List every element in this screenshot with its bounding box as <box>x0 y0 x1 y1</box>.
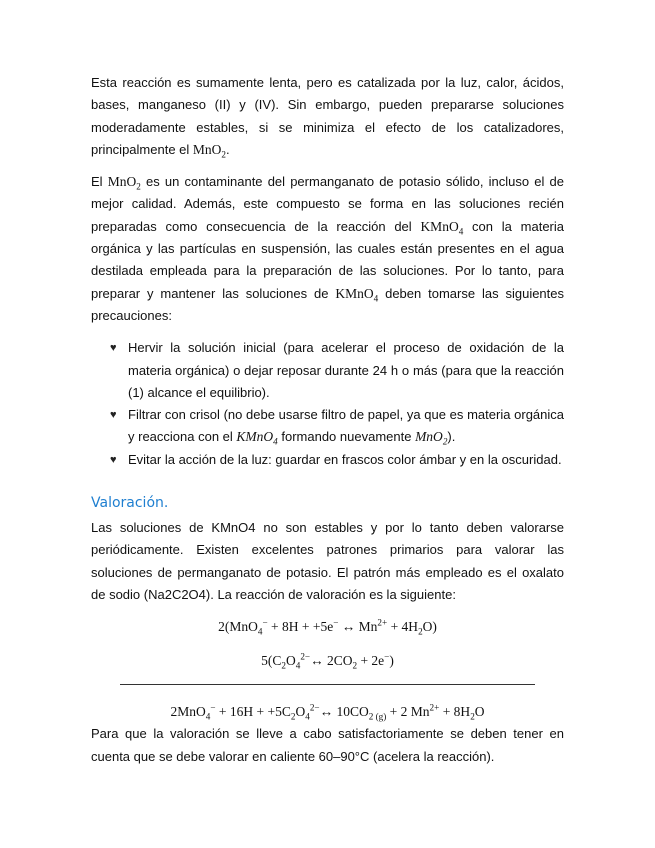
formula-kmno4: KMnO$_4$ <box>236 429 278 448</box>
formula-mno2: MnO$_2$ <box>415 429 448 448</box>
paragraph-intro: Esta reacción es sumamente lenta, pero es catalizada por la luz, calor, ácidos, bases, manganeso (II) y (IV). Sin embargo, pueden prepararse soluciones moderadamente estables, si se minimiza el efecto de los catalizadores, principalmente el MnO$_2$. <box>91 75 564 160</box>
section-heading: Valoración. <box>91 495 169 512</box>
paragraph-intro-text: Esta reacción es sumamente lenta, pero es catalizada por la luz, calor, ácidos, bases, manganeso (II) y (IV). Sin embargo, pueden prepararse soluciones moderadamente estables, si se minimiza el efecto de los catalizadores, principalmente el <box>91 75 564 157</box>
equation-overall: $2MnO_4^- + 16H + +5C_2O_4^{2-}\leftrightarrow$ $10CO_{2 (g)} + 2$ $Mn^{2+} + 8H_2O$ <box>170 702 485 722</box>
heart-bullet-icon: ♥ <box>110 342 117 355</box>
heart-bullet-icon: ♥ <box>110 409 117 422</box>
list-item: ♥ Filtrar con crisol (no debe usarse filtro de papel, ya que es materia orgánica y reacciona con el KMnO$_4$ formando nuevamente MnO$_2$). <box>91 404 564 449</box>
equation-reduction: 2(MnO$_4$− + 8H + +5e− ↔ $Mn^{2+} + 4H_2O$) <box>218 617 437 637</box>
paragraph-valoracion: Las soluciones de KMnO4 no son estables y por lo tanto deben valorarse periódicamente. Existen excelentes patrones primarios para valorar las soluciones de permanganato de potasio. El patrón más empleado es el oxalato de sodio (Na2C2O4). La reacción de valoración es la siguiente: <box>91 520 564 602</box>
formula-mno2: MnO$_2$ <box>107 174 141 192</box>
heart-bullet-icon: ♥ <box>110 453 117 466</box>
formula-kmno4: KMnO$_4$ <box>335 285 379 304</box>
formula-kmno4: KMnO$_4$ <box>420 218 464 237</box>
list-item: ♥ Evitar la acción de la luz: guardar en frascos color ámbar y en la oscuridad. <box>91 449 564 471</box>
equation-oxidation: $5(C_2O_4^{2-}\leftrightarrow$ $2CO_2 + 2e^-$) <box>261 651 394 671</box>
formula-mno2: MnO$_2$ <box>192 141 226 160</box>
list-item: ♥ Hervir la solución inicial (para acelerar el proceso de oxidación de la materia orgánica) o dejar reposar durante 24 h o más (para que la reacción (1) alcance el equilibrio). <box>91 337 564 404</box>
paragraph-closing: Para que la valoración se lleve a cabo satisfactoriamente se deben tener en cuenta que se debe valorar en caliente 60–90°C (acelera la reacción). <box>91 726 564 764</box>
precautions-list <box>91 337 564 471</box>
equation-divider <box>120 684 535 685</box>
paragraph-contaminant: El MnO$_2$ es un contaminante del permanganato de potasio sólido, incluso el de mejor calidad. Además, este compuesto se forma en las soluciones recién preparadas como consecuencia de la reacción del KMnO$_4$ con la materia orgánica y las partículas en suspensión, las cuales están presentes en el agua destilada empleada para la preparación de las soluciones. Por lo tanto, para preparar y mantener las soluciones de KMnO$_4$ deben tomarse las siguientes precauciones: <box>91 174 565 323</box>
page-content <box>91 72 564 778</box>
